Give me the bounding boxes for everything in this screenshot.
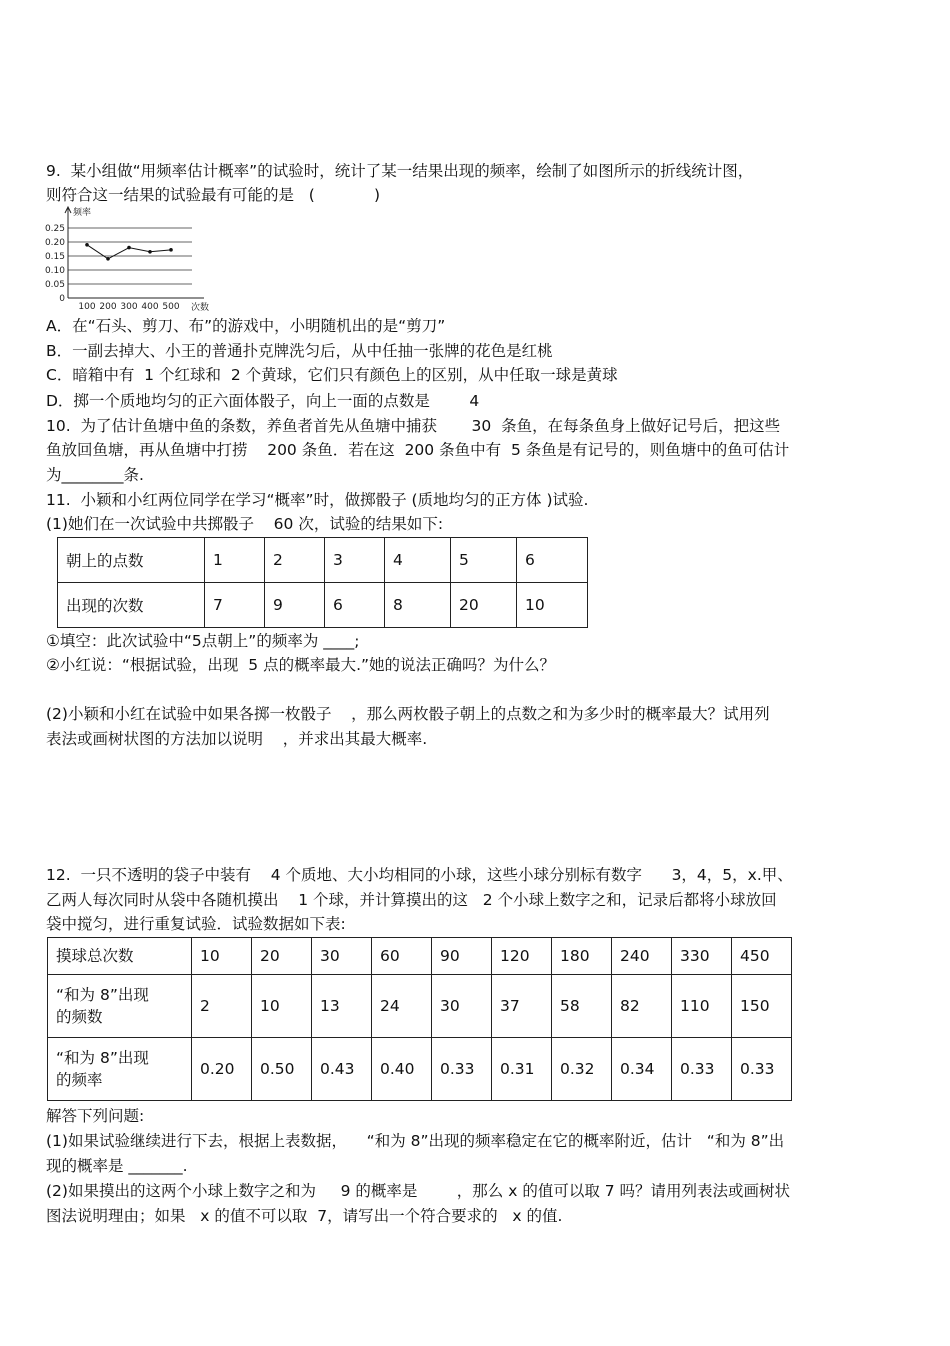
q11-part2-line2: 表法或画树状图的方法加以说明 ，并求出其最大概率. — [46, 730, 428, 748]
table-cell: 0.32 — [552, 1038, 612, 1101]
row-label-line: 的频率 — [56, 1071, 103, 1089]
table-cell: 10 — [192, 938, 252, 975]
q12-part2-line2: 图法说明理由；如果 x 的值不可以取 7，请写出一个符合要求的 x 的值. — [46, 1207, 563, 1225]
q10-line3: 为________条. — [46, 466, 144, 484]
q11-part2-line1: (2)小颖和小红在试验中如果各掷一枚骰子 ，那么两枚骰子朝上的点数之和为多少时的概率最大？试用列 — [46, 705, 770, 723]
table-cell: 13 — [312, 975, 372, 1038]
x-tick-label: 500 — [162, 302, 180, 312]
table-cell: 60 — [372, 938, 432, 975]
x-tick-label: 300 — [120, 302, 138, 312]
table-cell: 37 — [492, 975, 552, 1038]
q12-line1: 12. 一只不透明的袋子中装有 4 个质地、大小均相同的小球，这些小球分别标有数字 3，4，5，x.甲、 — [46, 866, 793, 884]
table-cell: 240 — [612, 938, 672, 975]
table-cell: 0.43 — [312, 1038, 372, 1101]
table-cell: 0.50 — [252, 1038, 312, 1101]
table-cell: 0.33 — [732, 1038, 792, 1101]
data-point — [106, 257, 110, 261]
dice-results-table — [57, 537, 588, 628]
table-row — [58, 538, 588, 583]
origin-label: 0 — [59, 294, 65, 304]
table-header-cell: 摸球总次数 — [48, 938, 192, 975]
table-cell: 0.33 — [432, 1038, 492, 1101]
q12-part2-line1: (2)如果摸出的这两个小球上数字之和为 9 的概率是 ，那么 x 的值可以取 7 吗？请用列表法或画树状 — [46, 1182, 791, 1200]
data-point — [85, 243, 89, 247]
y-tick-label: 0.20 — [44, 238, 65, 248]
q9-option-d: D．掷一个质地均匀的正六面体骰子，向上一面的点数是 4 — [46, 392, 480, 410]
table-cell: 330 — [672, 938, 732, 975]
table-cell: 2 — [265, 538, 325, 583]
table-cell: 5 — [451, 538, 517, 583]
data-point — [127, 246, 131, 250]
q9-option-b: B．一副去掉大、小王的普通扑克牌洗匀后，从中任抽一张牌的花色是红桃 — [46, 342, 553, 360]
table-cell: 0.20 — [192, 1038, 252, 1101]
table-row — [48, 975, 792, 1038]
table-row — [48, 1038, 792, 1101]
row-label-line: “和为 8”出现 — [56, 1049, 149, 1067]
table-cell: 20 — [451, 583, 517, 628]
q9-stem-line2: 则符合这一结果的试验最有可能的是 ( ) — [46, 186, 381, 204]
ball-draw-table — [47, 937, 792, 1101]
table-cell: 6 — [517, 538, 588, 583]
x-tick-label: 100 — [78, 302, 96, 312]
x-axis-label: 次数 — [191, 303, 210, 313]
table-cell: 7 — [205, 583, 265, 628]
q11-line1: 11. 小颖和小红两位同学在学习“概率”时，做掷骰子 (质地均匀的正方体 )试验. — [46, 491, 589, 509]
table-cell: 110 — [672, 975, 732, 1038]
q12-line2: 乙两人每次同时从袋中各随机摸出 1 个球，并计算摸出的这 2 个小球上数字之和，记录后都将小球放回 — [46, 891, 777, 909]
table-cell: 2 — [192, 975, 252, 1038]
q12-answer-intro: 解答下列问题: — [46, 1107, 145, 1125]
table-cell: 0.40 — [372, 1038, 432, 1101]
table-cell: 120 — [492, 938, 552, 975]
table-header-cell: 朝上的点数 — [58, 538, 205, 583]
q9-option-a: A．在“石头、剪刀、布”的游戏中，小明随机出的是“剪刀” — [46, 317, 446, 335]
y-tick-label: 0.05 — [44, 280, 65, 290]
table-row — [58, 583, 588, 628]
table-header-cell — [48, 1038, 192, 1101]
table-row — [48, 938, 792, 975]
table-cell: 90 — [432, 938, 492, 975]
x-tick-label: 400 — [141, 302, 159, 312]
q11-line2: (1)她们在一次试验中共掷骰子 60 次，试验的结果如下: — [46, 515, 444, 533]
table-cell: 6 — [325, 583, 385, 628]
table-cell: 24 — [372, 975, 432, 1038]
q12-part1-line2: 现的概率是 _______. — [46, 1157, 188, 1175]
table-cell: 450 — [732, 938, 792, 975]
y-tick-label: 0.10 — [44, 266, 65, 276]
q12-part1-line1: (1)如果试验继续进行下去，根据上表数据， “和为 8”出现的频率稳定在它的概率附近，估计 “和为 8”出 — [46, 1132, 785, 1150]
table-cell: 8 — [385, 583, 451, 628]
table-cell: 4 — [385, 538, 451, 583]
table-cell: 10 — [252, 975, 312, 1038]
q10-line1: 10. 为了估计鱼塘中鱼的条数，养鱼者首先从鱼塘中捕获 30 条鱼，在每条鱼身上做好记号后，把这些 — [46, 417, 781, 435]
table-cell: 82 — [612, 975, 672, 1038]
table-cell: 180 — [552, 938, 612, 975]
table-cell: 0.33 — [672, 1038, 732, 1101]
table-cell: 1 — [205, 538, 265, 583]
table-cell: 10 — [517, 583, 588, 628]
table-header-cell — [48, 975, 192, 1038]
table-cell: 30 — [312, 938, 372, 975]
table-cell: 3 — [325, 538, 385, 583]
table-cell: 58 — [552, 975, 612, 1038]
table-cell: 150 — [732, 975, 792, 1038]
table-cell: 20 — [252, 938, 312, 975]
table-cell: 0.34 — [612, 1038, 672, 1101]
q9-option-c: C．暗箱中有 1 个红球和 2 个黄球，它们只有颜色上的区别，从中任取一球是黄球 — [46, 366, 618, 384]
q11-sub1: ①填空：此次试验中“5点朝上”的频率为 ____; — [46, 632, 360, 650]
y-tick-label: 0.25 — [44, 224, 65, 234]
table-cell: 9 — [265, 583, 325, 628]
table-cell: 0.31 — [492, 1038, 552, 1101]
data-point — [148, 250, 152, 254]
q9-stem-line1: 9. 某小组做“用频率估计概率”的试验时，统计了某一结果出现的频率，绘制了如图所示的折线统计图， — [46, 162, 754, 180]
y-axis-label: 频率 — [73, 208, 92, 218]
q12-line3: 袋中搅匀，进行重复试验．试验数据如下表: — [46, 915, 346, 933]
table-cell: 30 — [432, 975, 492, 1038]
x-tick-label: 200 — [99, 302, 117, 312]
y-tick-label: 0.15 — [44, 252, 65, 262]
q11-sub2: ②小红说：“根据试验，出现 5 点的概率最大.”她的说法正确吗？为什么？ — [46, 656, 556, 674]
q10-line2: 鱼放回鱼塘，再从鱼塘中打捞 200 条鱼．若在这 200 条鱼中有 5 条鱼是有记号的，则鱼塘中的鱼可估计 — [46, 441, 790, 459]
row-label-line: “和为 8”出现 — [56, 986, 149, 1004]
data-point — [169, 248, 173, 252]
row-label-line: 的频数 — [56, 1008, 103, 1026]
line-chart — [40, 204, 230, 316]
table-header-cell: 出现的次数 — [58, 583, 205, 628]
